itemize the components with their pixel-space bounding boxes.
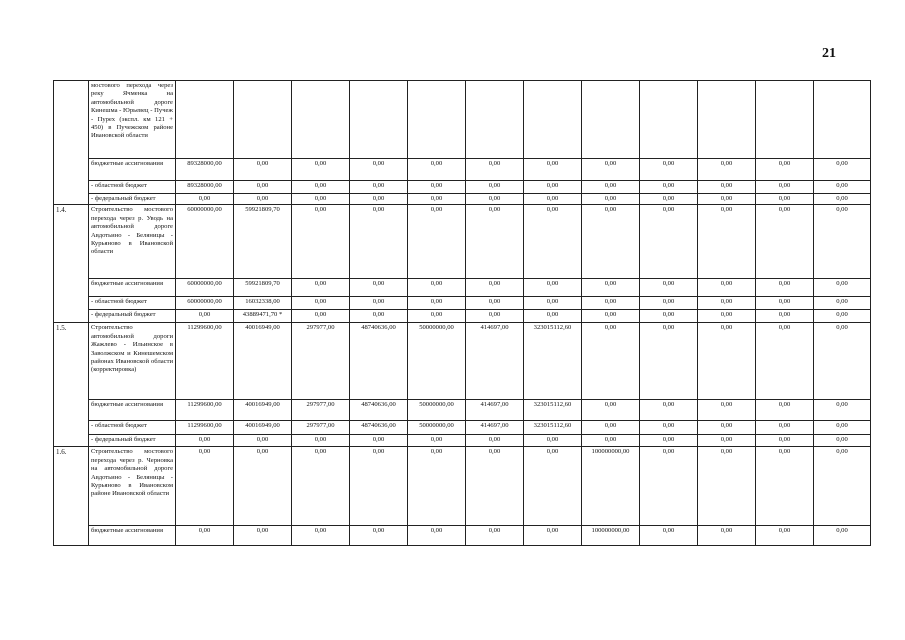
value-cell: 0,00 xyxy=(756,310,814,323)
value-cell: 0,00 xyxy=(176,435,234,447)
value-cell: 0,00 xyxy=(524,181,582,194)
value-cell: 0,00 xyxy=(408,435,466,447)
value-cell: 0,00 xyxy=(814,194,871,205)
value-cell: 0,00 xyxy=(408,310,466,323)
value-cell: 0,00 xyxy=(640,205,698,279)
value-cell: 0,00 xyxy=(176,310,234,323)
value-cell: 0,00 xyxy=(408,279,466,297)
value-cell xyxy=(466,81,524,159)
value-cell: 0,00 xyxy=(640,194,698,205)
value-cell: 0,00 xyxy=(640,181,698,194)
value-cell: 100000000,00 xyxy=(582,526,640,546)
value-cell: 100000000,00 xyxy=(582,447,640,526)
value-cell: 0,00 xyxy=(408,159,466,181)
value-cell: 0,00 xyxy=(524,435,582,447)
value-cell: 0,00 xyxy=(814,447,871,526)
value-cell: 0,00 xyxy=(524,205,582,279)
funding-label: - областной бюджет xyxy=(89,297,176,310)
value-cell: 40016949,00 xyxy=(234,421,292,435)
value-cell: 0,00 xyxy=(176,194,234,205)
value-cell: 60000000,00 xyxy=(176,279,234,297)
value-cell: 0,00 xyxy=(756,323,814,400)
value-cell: 0,00 xyxy=(814,400,871,421)
value-cell: 0,00 xyxy=(640,310,698,323)
page-number: 21 xyxy=(822,46,836,61)
value-cell: 0,00 xyxy=(234,526,292,546)
value-cell: 50000000,00 xyxy=(408,400,466,421)
value-cell: 0,00 xyxy=(466,159,524,181)
value-cell: 0,00 xyxy=(640,447,698,526)
item-description: Строительство мостового перехода через р. Черновка на автомобильной дороге Авдотьино - Беляницы - Курьяново в Ивановском районе Ивановской области xyxy=(89,447,176,526)
item-number xyxy=(54,81,89,205)
item-description: мостового перехода через реку Ячменка на автомобильной дороге Кинешма - Юрьевец - Пучеж - Пурех (экспл. км 121 + 450) в Пучежском районе Ивановской области xyxy=(89,81,176,159)
table-row-funding xyxy=(54,400,871,421)
value-cell xyxy=(756,81,814,159)
value-cell: 0,00 xyxy=(234,435,292,447)
table-row-funding xyxy=(54,194,871,205)
value-cell: 0,00 xyxy=(234,447,292,526)
value-cell: 0,00 xyxy=(408,181,466,194)
item-number: 1.4. xyxy=(54,205,89,323)
value-cell: 11299600,00 xyxy=(176,400,234,421)
value-cell xyxy=(814,81,871,159)
value-cell: 0,00 xyxy=(698,435,756,447)
value-cell: 0,00 xyxy=(814,297,871,310)
value-cell: 0,00 xyxy=(466,297,524,310)
value-cell: 0,00 xyxy=(698,400,756,421)
value-cell: 0,00 xyxy=(756,159,814,181)
value-cell: 0,00 xyxy=(756,526,814,546)
value-cell: 0,00 xyxy=(350,279,408,297)
table-row-item xyxy=(54,81,871,159)
value-cell: 0,00 xyxy=(524,447,582,526)
value-cell: 0,00 xyxy=(698,159,756,181)
value-cell: 0,00 xyxy=(466,279,524,297)
value-cell: 0,00 xyxy=(466,526,524,546)
value-cell: 0,00 xyxy=(814,323,871,400)
funding-label: бюджетные ассигнования xyxy=(89,526,176,546)
value-cell: 0,00 xyxy=(814,421,871,435)
value-cell: 48740636,00 xyxy=(350,421,408,435)
value-cell: 0,00 xyxy=(350,194,408,205)
value-cell: 0,00 xyxy=(640,421,698,435)
value-cell: 0,00 xyxy=(698,447,756,526)
value-cell: 0,00 xyxy=(640,159,698,181)
table-row-item xyxy=(54,205,871,279)
value-cell: 60000000,00 xyxy=(176,205,234,279)
value-cell: 0,00 xyxy=(756,435,814,447)
value-cell: 48740636,00 xyxy=(350,323,408,400)
value-cell: 0,00 xyxy=(814,435,871,447)
value-cell: 0,00 xyxy=(582,205,640,279)
value-cell: 0,00 xyxy=(756,194,814,205)
value-cell: 0,00 xyxy=(350,447,408,526)
value-cell: 0,00 xyxy=(698,526,756,546)
table-row-item xyxy=(54,323,871,400)
funding-label: бюджетные ассигнования xyxy=(89,279,176,297)
value-cell: 0,00 xyxy=(524,310,582,323)
value-cell: 0,00 xyxy=(640,279,698,297)
value-cell: 0,00 xyxy=(408,205,466,279)
value-cell: 0,00 xyxy=(698,323,756,400)
funding-label: - федеральный бюджет xyxy=(89,310,176,323)
table-row-funding xyxy=(54,526,871,546)
value-cell: 0,00 xyxy=(814,159,871,181)
value-cell: 0,00 xyxy=(234,194,292,205)
value-cell: 0,00 xyxy=(524,526,582,546)
value-cell: 297977,00 xyxy=(292,421,350,435)
budget-table xyxy=(53,80,871,546)
value-cell: 0,00 xyxy=(582,310,640,323)
value-cell: 0,00 xyxy=(350,297,408,310)
value-cell: 0,00 xyxy=(234,159,292,181)
value-cell: 59921809,70 xyxy=(234,205,292,279)
value-cell: 0,00 xyxy=(640,297,698,310)
value-cell: 0,00 xyxy=(582,421,640,435)
funding-label: - федеральный бюджет xyxy=(89,194,176,205)
funding-label: - областной бюджет xyxy=(89,181,176,194)
value-cell: 50000000,00 xyxy=(408,323,466,400)
value-cell: 0,00 xyxy=(408,194,466,205)
value-cell: 0,00 xyxy=(582,181,640,194)
value-cell: 0,00 xyxy=(524,279,582,297)
value-cell: 0,00 xyxy=(640,526,698,546)
value-cell: 0,00 xyxy=(350,159,408,181)
value-cell: 323015112,60 xyxy=(524,323,582,400)
item-description: Строительство автомобильной дороги Жажлево - Ильинское в Заволжском и Кинешемском районах Ивановской области (корректировка) xyxy=(89,323,176,400)
item-description: Строительство мостового перехода через р. Уводь на автомобильной дороге Авдотьино - Беляницы - Курьяново в Ивановской области xyxy=(89,205,176,279)
value-cell: 0,00 xyxy=(466,435,524,447)
value-cell: 59921809,70 xyxy=(234,279,292,297)
value-cell: 0,00 xyxy=(814,310,871,323)
value-cell: 0,00 xyxy=(466,310,524,323)
value-cell xyxy=(350,81,408,159)
funding-label: бюджетные ассигнования xyxy=(89,400,176,421)
funding-label: бюджетные ассигнования xyxy=(89,159,176,181)
value-cell: 0,00 xyxy=(408,297,466,310)
value-cell: 0,00 xyxy=(582,297,640,310)
value-cell: 0,00 xyxy=(466,181,524,194)
item-number: 1.6. xyxy=(54,447,89,546)
value-cell: 0,00 xyxy=(466,194,524,205)
value-cell: 0,00 xyxy=(350,181,408,194)
value-cell: 0,00 xyxy=(176,447,234,526)
value-cell: 0,00 xyxy=(756,181,814,194)
value-cell: 0,00 xyxy=(292,447,350,526)
value-cell xyxy=(698,81,756,159)
value-cell: 297977,00 xyxy=(292,323,350,400)
value-cell: 48740636,00 xyxy=(350,400,408,421)
value-cell: 0,00 xyxy=(698,205,756,279)
table-row-funding xyxy=(54,181,871,194)
funding-label: - федеральный бюджет xyxy=(89,435,176,447)
value-cell: 0,00 xyxy=(814,279,871,297)
value-cell: 0,00 xyxy=(466,205,524,279)
value-cell: 0,00 xyxy=(582,279,640,297)
value-cell: 0,00 xyxy=(756,279,814,297)
value-cell: 0,00 xyxy=(582,400,640,421)
value-cell: 0,00 xyxy=(292,279,350,297)
table-row-funding xyxy=(54,297,871,310)
value-cell: 0,00 xyxy=(698,194,756,205)
value-cell: 0,00 xyxy=(814,205,871,279)
table-row-funding xyxy=(54,421,871,435)
value-cell: 0,00 xyxy=(524,194,582,205)
value-cell: 0,00 xyxy=(292,205,350,279)
value-cell xyxy=(524,81,582,159)
value-cell: 60000000,00 xyxy=(176,297,234,310)
value-cell: 0,00 xyxy=(350,310,408,323)
value-cell: 0,00 xyxy=(756,447,814,526)
table-row-funding xyxy=(54,279,871,297)
value-cell: 0,00 xyxy=(756,205,814,279)
value-cell xyxy=(234,81,292,159)
value-cell: 0,00 xyxy=(582,323,640,400)
value-cell: 0,00 xyxy=(292,181,350,194)
value-cell: 414697,00 xyxy=(466,323,524,400)
table-row-funding xyxy=(54,310,871,323)
value-cell: 0,00 xyxy=(698,279,756,297)
value-cell: 16032338,00 xyxy=(234,297,292,310)
value-cell: 0,00 xyxy=(640,435,698,447)
value-cell: 0,00 xyxy=(756,421,814,435)
value-cell: 0,00 xyxy=(698,297,756,310)
value-cell xyxy=(582,81,640,159)
table-row-funding xyxy=(54,159,871,181)
value-cell: 0,00 xyxy=(698,421,756,435)
value-cell: 0,00 xyxy=(350,526,408,546)
value-cell: 414697,00 xyxy=(466,400,524,421)
value-cell: 43889471,70 * xyxy=(234,310,292,323)
value-cell: 40016949,00 xyxy=(234,323,292,400)
value-cell: 0,00 xyxy=(524,297,582,310)
value-cell: 0,00 xyxy=(350,205,408,279)
value-cell: 0,00 xyxy=(292,435,350,447)
value-cell xyxy=(292,81,350,159)
value-cell: 0,00 xyxy=(292,194,350,205)
value-cell: 0,00 xyxy=(698,181,756,194)
value-cell: 0,00 xyxy=(814,526,871,546)
value-cell: 0,00 xyxy=(292,297,350,310)
value-cell: 0,00 xyxy=(466,447,524,526)
value-cell: 0,00 xyxy=(176,526,234,546)
value-cell: 0,00 xyxy=(234,181,292,194)
value-cell: 0,00 xyxy=(292,310,350,323)
value-cell: 0,00 xyxy=(756,400,814,421)
table-row-item xyxy=(54,447,871,526)
value-cell: 0,00 xyxy=(524,159,582,181)
value-cell: 0,00 xyxy=(582,194,640,205)
value-cell: 89328000,00 xyxy=(176,159,234,181)
value-cell: 323015112,60 xyxy=(524,421,582,435)
value-cell xyxy=(640,81,698,159)
value-cell: 0,00 xyxy=(698,310,756,323)
value-cell xyxy=(408,81,466,159)
item-number: 1.5. xyxy=(54,323,89,447)
value-cell: 323015112,60 xyxy=(524,400,582,421)
value-cell: 0,00 xyxy=(582,435,640,447)
value-cell: 0,00 xyxy=(814,181,871,194)
value-cell: 40016949,00 xyxy=(234,400,292,421)
value-cell: 11299600,00 xyxy=(176,421,234,435)
table-row-funding xyxy=(54,435,871,447)
value-cell: 0,00 xyxy=(292,159,350,181)
value-cell: 50000000,00 xyxy=(408,421,466,435)
value-cell: 0,00 xyxy=(756,297,814,310)
value-cell: 0,00 xyxy=(640,323,698,400)
value-cell: 297977,00 xyxy=(292,400,350,421)
value-cell: 0,00 xyxy=(582,159,640,181)
value-cell: 0,00 xyxy=(292,526,350,546)
value-cell: 414697,00 xyxy=(466,421,524,435)
value-cell: 0,00 xyxy=(408,526,466,546)
funding-label: - областной бюджет xyxy=(89,421,176,435)
value-cell: 0,00 xyxy=(408,447,466,526)
value-cell: 11299600,00 xyxy=(176,323,234,400)
value-cell: 0,00 xyxy=(350,435,408,447)
value-cell xyxy=(176,81,234,159)
value-cell: 89328000,00 xyxy=(176,181,234,194)
value-cell: 0,00 xyxy=(640,400,698,421)
